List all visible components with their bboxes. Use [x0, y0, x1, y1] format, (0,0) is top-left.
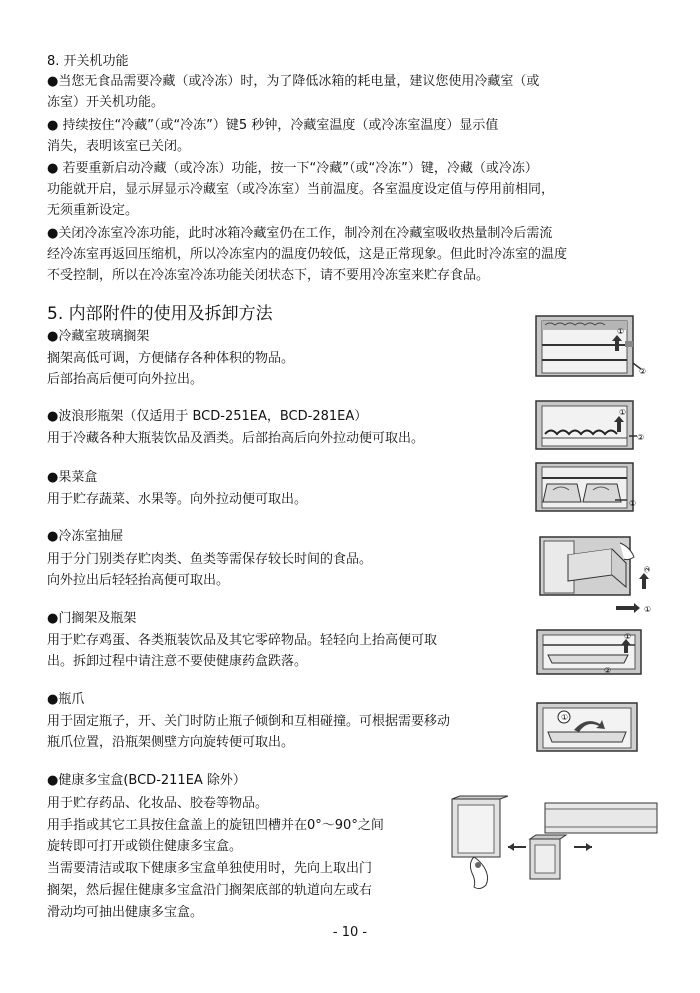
health-box-illustration	[450, 795, 662, 907]
page-number: - 10 -	[332, 925, 368, 940]
item-text: 用于冷藏各种大瓶装饮品及酒类。后部抬高后向外拉动便可取出。	[47, 431, 425, 446]
step-one-label: ①	[629, 499, 637, 508]
section-8-line: 不受控制，所以在冷冻室冷冻功能关闭状态下，请不要用冷冻室来贮存食品。	[47, 268, 490, 283]
item-text: 当需要清洁或取下健康多宝盒单独使用时，先向上取出门	[47, 861, 373, 876]
section-8-line: ● 若要重新启动冷藏（或冷冻）功能，按一下“冷藏”（或“冷冻”）键，冷藏（或冷冻）	[47, 161, 538, 176]
item-text: 出。拆卸过程中请注意不要使健康药盒跌落。	[47, 654, 308, 669]
item-heading-crisper: ●果菜盒	[47, 470, 98, 485]
step-two-label: ②	[639, 367, 647, 376]
item-text: 用于贮存药品、化妆品、胶卷等物品。	[47, 796, 269, 811]
section-8-line: ● 持续按住“冷藏”（或“冷冻”）键5 秒钟，冷藏室温度（或冷冻室温度）显示值	[47, 118, 499, 133]
section-8-line: ●关闭冷冻室冷冻功能，此时冰箱冷藏室仍在工作，制冷剂在冷藏室吸收热量制冷后需流	[47, 226, 553, 241]
freezer-drawer-illustration	[538, 533, 664, 613]
section-5-title: 5. 内部附件的使用及拆卸方法	[47, 304, 273, 324]
section-8-line: 无须重新设定。	[47, 203, 139, 218]
step-one-label: ①	[619, 408, 627, 417]
step-two-label: ②	[637, 433, 645, 442]
item-heading-bottle-claw: ●瓶爪	[47, 692, 85, 707]
crisper-illustration	[533, 460, 651, 516]
step-one-label: ①	[624, 632, 632, 641]
section-8-line: ●当您无食品需要冷藏（或冷冻）时，为了降低冰箱的耗电量，建议您使用冷藏室（或	[47, 74, 540, 89]
step-two-label: ②	[643, 565, 652, 573]
item-heading-freezer-drawer: ●冷冻室抽屉	[47, 529, 124, 544]
item-heading-door-shelf: ●门搁架及瓶架	[47, 611, 137, 626]
item-text: 滑动均可抽出健康多宝盒。	[47, 905, 204, 920]
item-text: 用手指或其它工具按住盒盖上的旋钮凹槽并在0°～90°之间	[47, 818, 384, 833]
step-one-label: ①	[561, 713, 569, 722]
section-8-line: 经冷冻室再返回压缩机，所以冷冻室内的温度仍较低，这是正常现象。但此时冷冻室的温度	[47, 247, 568, 262]
section-8-title: 8. 开关机功能	[47, 54, 129, 69]
section-8-line: 消失，表明该室已关闭。	[47, 139, 191, 154]
glass-shelf-illustration	[533, 313, 651, 380]
item-text: 搁架高低可调，方便储存各种体积的物品。	[47, 351, 295, 366]
section-8-line: 功能就开启，显示屏显示冷藏室（或冷冻室）当前温度。各室温度设定值与停用前相同，	[47, 182, 555, 197]
item-text: 后部抬高后便可向外拉出。	[47, 372, 204, 387]
item-text: 向外拉出后轻轻抬高便可取出。	[47, 573, 230, 588]
item-text: 用于贮存鸡蛋、各类瓶装饮品及其它零碎物品。轻轻向上抬高便可取	[47, 633, 438, 648]
wave-rack-illustration	[533, 398, 651, 454]
section-8-line: 冻室）开关机功能。	[47, 95, 165, 110]
item-text: 用于分门别类存贮肉类、鱼类等需保存较长时间的食品。	[47, 552, 373, 567]
door-shelf-illustration	[534, 627, 652, 677]
bottle-claw-illustration	[534, 700, 644, 756]
item-heading-glass-shelf: ●冷藏室玻璃搁架	[47, 329, 150, 344]
item-text: 用于贮存蔬菜、水果等。向外拉动便可取出。	[47, 492, 308, 507]
item-text: 用于固定瓶子，开、关门时防止瓶子倾倒和互相碰撞。可根据需要移动	[47, 714, 451, 729]
item-heading-health-box: ●健康多宝盒(BCD-211EA 除外）	[47, 773, 246, 788]
item-text: 旋转即可打开或锁住健康多宝盒。	[47, 839, 243, 854]
item-heading-wave-rack: ●波浪形瓶架（仅适用于 BCD-251EA，BCD-281EA）	[47, 409, 368, 424]
item-text: 瓶爪位置，沿瓶架侧壁方向旋转便可取出。	[47, 735, 295, 750]
step-one-label: ①	[644, 605, 652, 613]
step-two-label: ②	[604, 666, 612, 675]
item-text: 搁架，然后握住健康多宝盒沿门搁架底部的轨道向左或右	[47, 883, 373, 898]
step-one-label: ①	[617, 327, 625, 336]
